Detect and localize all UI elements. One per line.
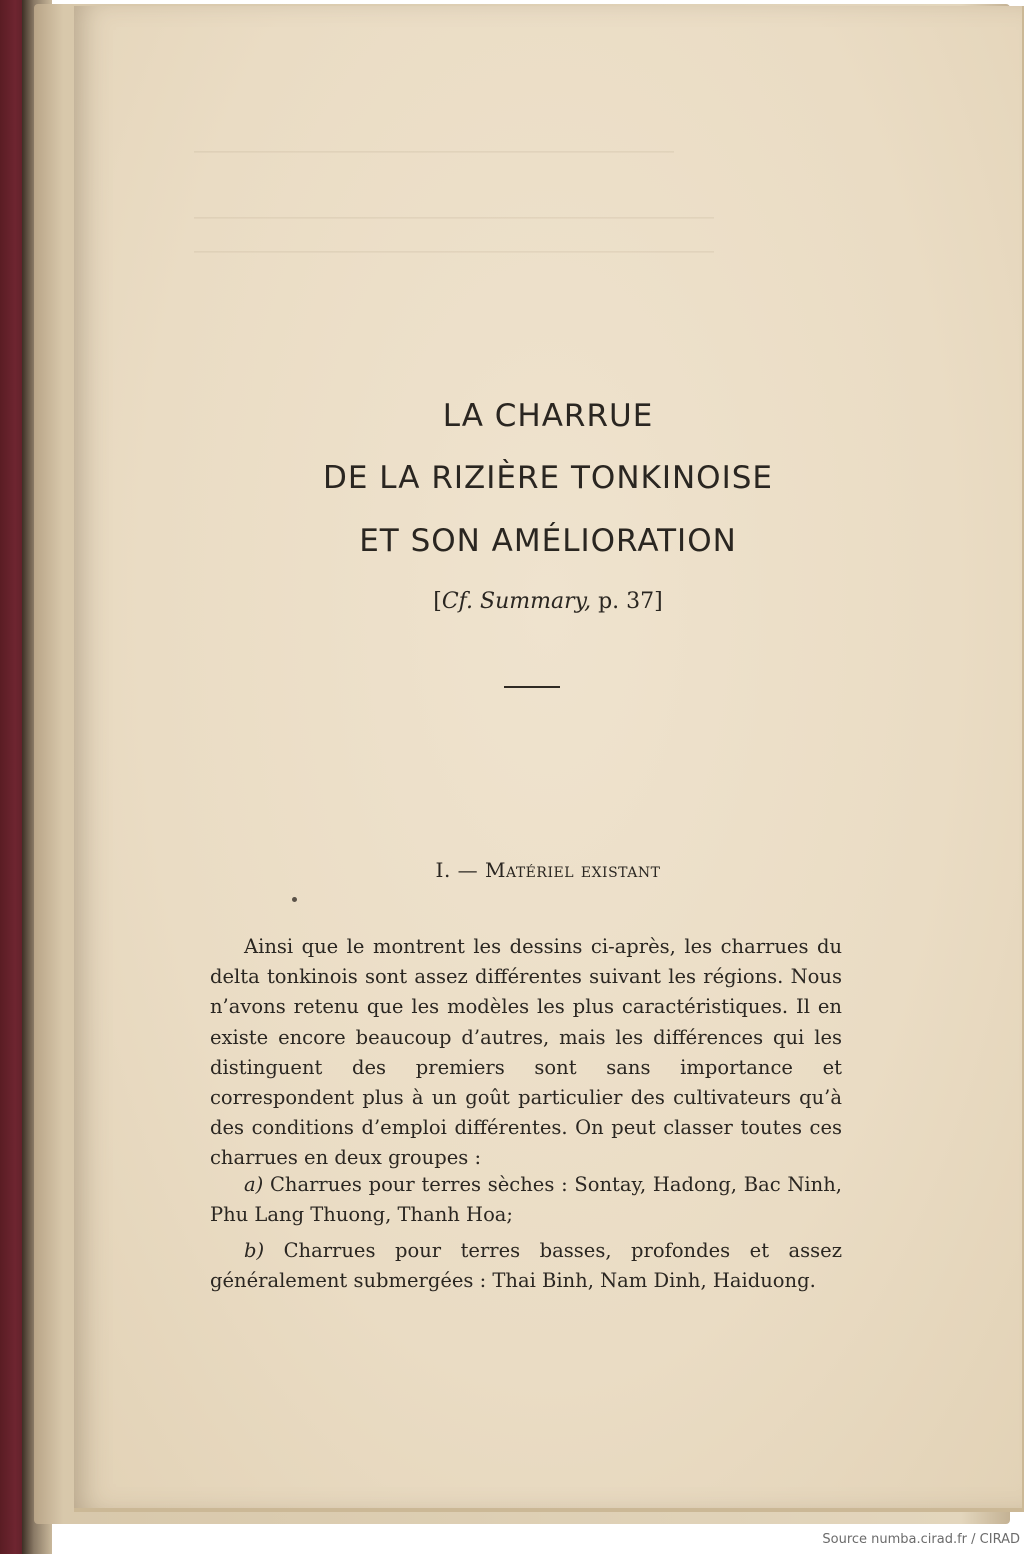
bleed-through-text: ―――――――――――――――――――――――― bbox=[194, 138, 674, 162]
bleed-through-text: ―――――――――――――――――――――――――― bbox=[194, 204, 714, 228]
reference-rest: p. 37] bbox=[591, 589, 663, 614]
title-line-3: ET SON AMÉLIORATION bbox=[359, 523, 737, 559]
section-heading: I. — Matériel existant bbox=[435, 858, 661, 882]
title-line-2: DE LA RIZIÈRE TONKINOISE bbox=[323, 460, 773, 496]
summary-reference bbox=[74, 589, 1022, 614]
separator-rule bbox=[504, 686, 560, 688]
reference-open: [ bbox=[433, 589, 442, 614]
list-item-b bbox=[210, 1236, 842, 1296]
source-credit: Source numba.cirad.fr / CIRAD bbox=[822, 1532, 1020, 1547]
reference-italic: Cf. Summary, bbox=[441, 589, 592, 614]
page-stack bbox=[34, 4, 1010, 1524]
list-marker: a) bbox=[244, 1173, 264, 1196]
paragraph-1: Ainsi que le montrent les dessins ci-après, les charrues du delta tonkinois sont assez différentes suivant les régions. Nous n’avons retenu que les modèles les plus caractéristiques. Il en existe encore beaucoup d’autres, mais les différences qui les distinguent des premiers sont sans importance et correspondent plus à un goût particulier des cultivateurs qu’à des conditions d’emploi différentes. On peut classer toutes ces charrues en deux groupes : bbox=[210, 935, 842, 1170]
ink-speck bbox=[292, 897, 297, 902]
bleed-through-text: ―――――――――――――――――――――――――― bbox=[194, 238, 714, 262]
list-text: Charrues pour terres sèches : Sontay, Hadong, Bac Ninh, Phu Lang Thuong, Thanh Hoa; bbox=[210, 1173, 842, 1227]
book-page bbox=[74, 6, 1024, 1512]
body-paragraph bbox=[210, 932, 842, 1174]
title-line-1: LA CHARRUE bbox=[442, 398, 654, 434]
list-item-a bbox=[210, 1170, 842, 1230]
list-text: Charrues pour terres basses, profondes et assez généralement submergées : Thai Binh, Nam Dinh, Haiduong. bbox=[210, 1239, 842, 1293]
list-marker: b) bbox=[244, 1239, 265, 1262]
